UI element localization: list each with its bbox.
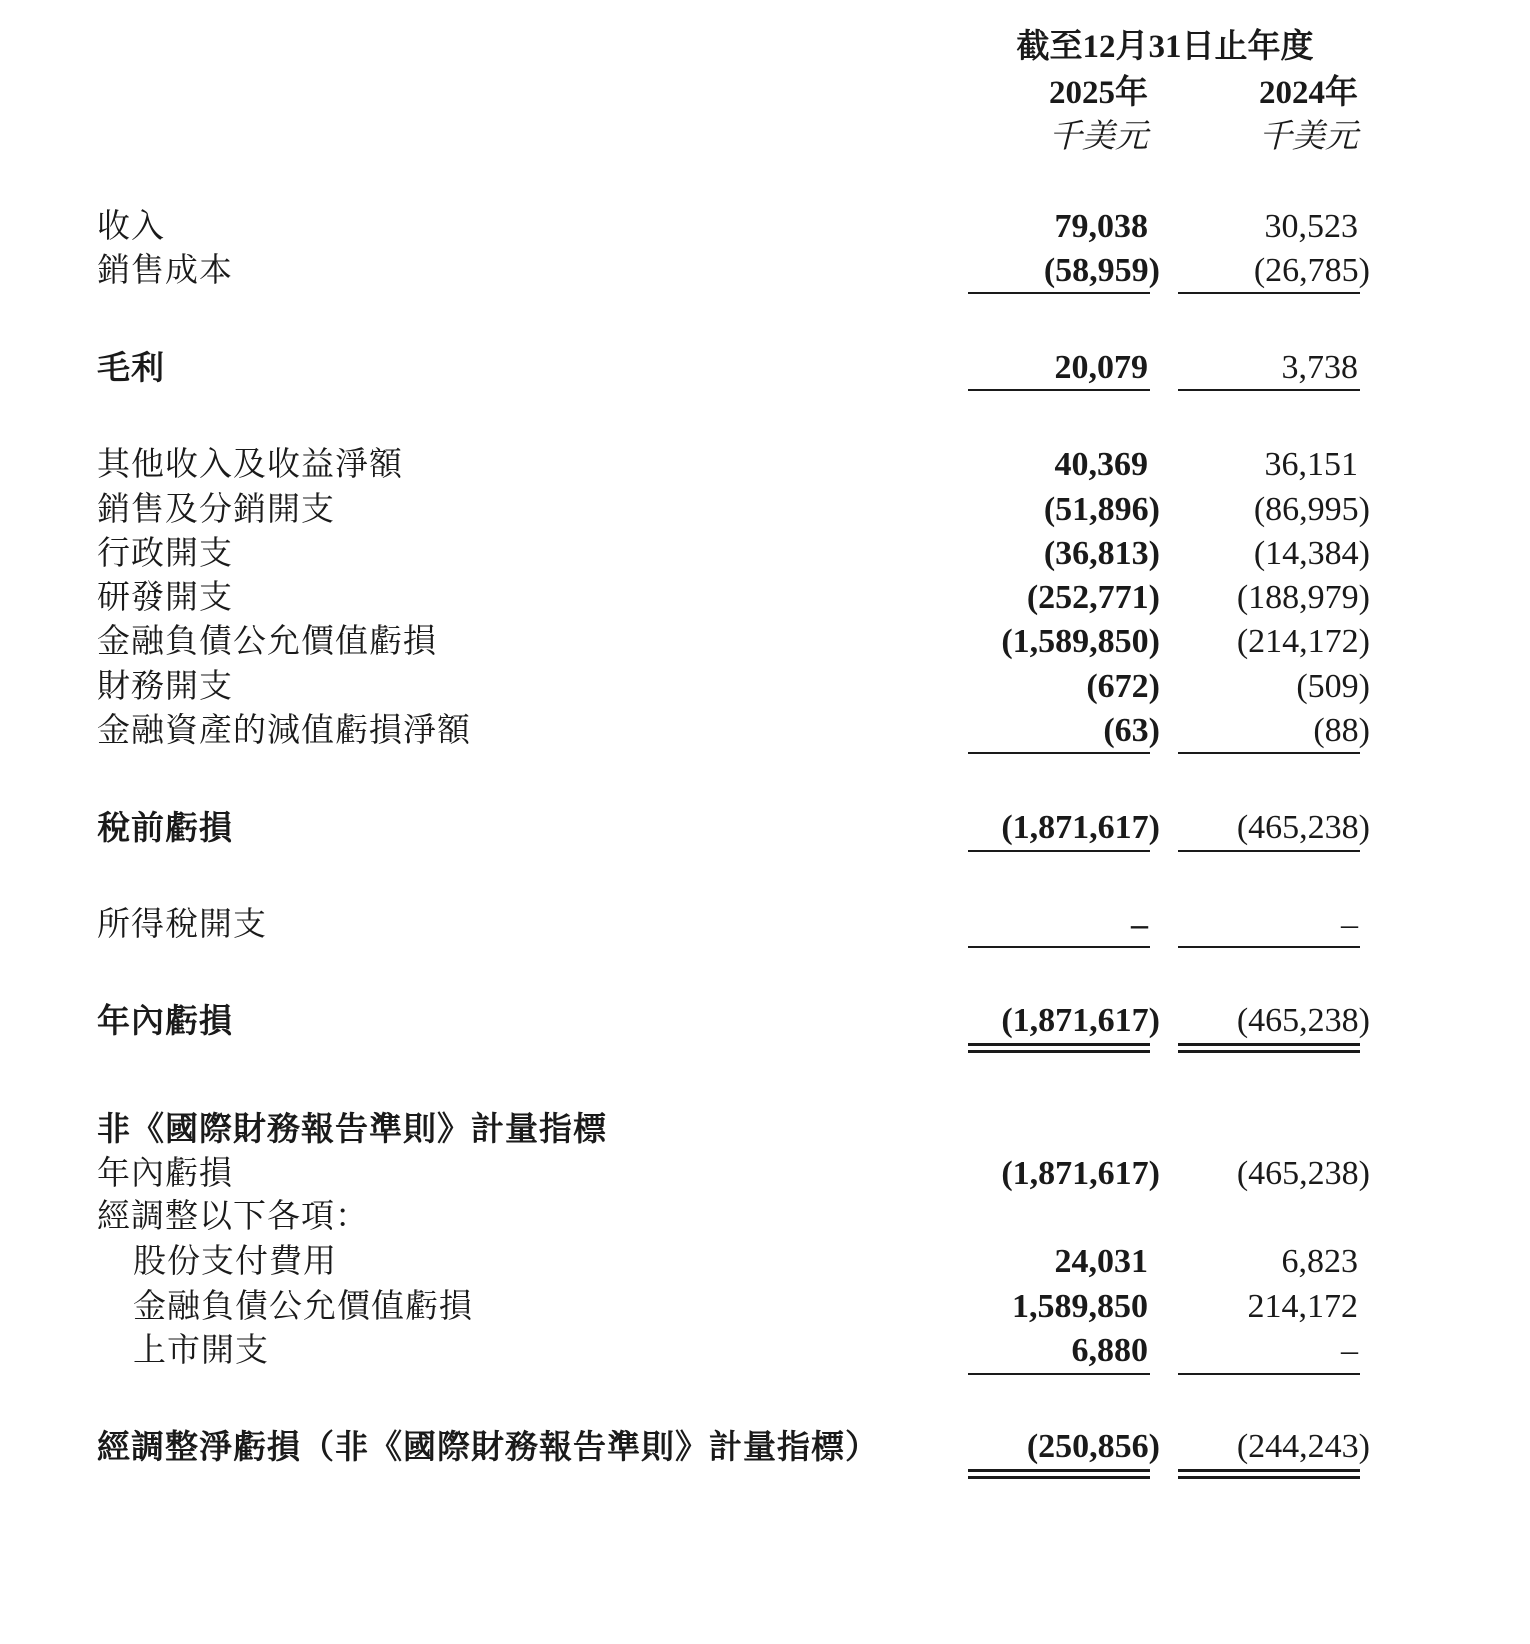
double-underline-bottom (1178, 1476, 1360, 1479)
underline (968, 292, 1150, 294)
double-underline-top (1178, 1043, 1360, 1046)
row-label: 財務開支 (97, 669, 233, 705)
row-adjusted-net-loss (0, 1425, 1530, 1469)
value-2024: (26,785) (1253, 252, 1370, 289)
value-2024: – (1341, 1332, 1358, 1369)
value-2024: (86,995) (1253, 491, 1370, 528)
underline (1178, 850, 1360, 852)
year-2025-header: 2025年 (1049, 75, 1148, 111)
double-underline-top (1178, 1469, 1360, 1472)
row-label: 上市開支 (133, 1333, 269, 1369)
row-rnd-expenses (0, 576, 1530, 620)
value-2024: (465,238) (1236, 1002, 1370, 1039)
row-adjusted-for (0, 1195, 1530, 1239)
row-label: 收入 (97, 209, 165, 245)
value-2025: (250,856) (1026, 1428, 1160, 1465)
row-label: 金融資產的減值虧損淨額 (97, 713, 471, 749)
value-2024: (244,243) (1236, 1428, 1370, 1465)
row-label: 稅前虧損 (97, 808, 233, 847)
row-non-ifrs-heading (0, 1107, 1530, 1151)
unit-2025-header: 千美元 (1049, 119, 1148, 155)
row-label: 金融負債公允價值虧損 (97, 624, 437, 660)
year-2024-header: 2024年 (1259, 75, 1358, 111)
value-2025: 79,038 (1054, 208, 1148, 245)
underline (968, 1373, 1150, 1375)
value-2024: 3,738 (1281, 349, 1358, 386)
period-header: 截至12月31日止年度 (1016, 29, 1314, 65)
row-adj-fair-value-loss (0, 1285, 1530, 1329)
value-2025: (63) (1103, 712, 1160, 749)
underline (968, 946, 1150, 948)
row-listing-expenses (0, 1329, 1530, 1373)
row-label: 金融負債公允價值虧損 (133, 1289, 473, 1325)
value-2025: 40,369 (1054, 446, 1148, 483)
value-2024: 6,823 (1281, 1243, 1358, 1280)
value-2024: (14,384) (1253, 535, 1370, 572)
value-2024: 36,151 (1264, 446, 1358, 483)
value-2024: (88) (1313, 712, 1370, 749)
row-label: 銷售及分銷開支 (97, 492, 335, 528)
underline (1178, 389, 1360, 391)
row-admin-expenses (0, 532, 1530, 576)
double-underline-top (968, 1043, 1150, 1046)
underline (968, 850, 1150, 852)
row-loss-before-tax (0, 806, 1530, 850)
double-underline-bottom (968, 1050, 1150, 1053)
value-2024: (214,172) (1236, 623, 1370, 660)
double-underline-top (968, 1469, 1150, 1472)
value-2024: 214,172 (1247, 1288, 1358, 1325)
row-label: 研發開支 (97, 580, 233, 616)
row-income-tax (0, 903, 1530, 947)
row-loss-for-year (0, 999, 1530, 1043)
value-2025: (51,896) (1043, 491, 1160, 528)
double-underline-bottom (968, 1476, 1150, 1479)
underline (1178, 752, 1360, 754)
row-fair-value-loss (0, 620, 1530, 664)
row-share-based-payment (0, 1240, 1530, 1284)
row-label: 所得稅開支 (97, 907, 267, 943)
value-2025: 6,880 (1071, 1332, 1148, 1369)
value-2025: (1,871,617) (1001, 1002, 1160, 1039)
row-label: 行政開支 (97, 536, 233, 572)
value-2025: (252,771) (1026, 579, 1160, 616)
unit-2024-header: 千美元 (1259, 119, 1358, 155)
row-label: 年內虧損 (97, 1001, 233, 1040)
underline (1178, 1373, 1360, 1375)
row-non-ifrs-loss-for-year (0, 1152, 1530, 1196)
value-2025: (1,589,850) (1001, 623, 1160, 660)
row-gross-profit (0, 346, 1530, 390)
row-label: 其他收入及收益淨額 (97, 447, 403, 483)
row-label: 經調整以下各項： (97, 1199, 369, 1235)
row-label: 毛利 (97, 348, 165, 387)
value-2025: (36,813) (1043, 535, 1160, 572)
value-2025: 24,031 (1054, 1243, 1148, 1280)
row-revenue (0, 205, 1530, 249)
value-2024: (188,979) (1236, 579, 1370, 616)
row-selling-expenses (0, 488, 1530, 532)
row-cost-of-sales (0, 249, 1530, 293)
underline (1178, 946, 1360, 948)
row-label: 股份支付費用 (133, 1244, 337, 1280)
row-label: 年內虧損 (97, 1156, 233, 1192)
value-2024: (465,238) (1236, 1155, 1370, 1192)
value-2025: (1,871,617) (1001, 809, 1160, 846)
value-2025: (672) (1086, 668, 1160, 705)
value-2025: (1,871,617) (1001, 1155, 1160, 1192)
value-2024: 30,523 (1264, 208, 1358, 245)
value-2025: – (1131, 906, 1148, 943)
value-2024: (509) (1296, 668, 1370, 705)
row-other-income (0, 443, 1530, 487)
row-impairment-loss (0, 709, 1530, 753)
row-label: 銷售成本 (97, 253, 233, 289)
value-2024: – (1341, 906, 1358, 943)
underline (968, 389, 1150, 391)
row-label: 經調整淨虧損（非《國際財務報告準則》計量指標） (97, 1427, 879, 1466)
row-finance-costs (0, 665, 1530, 709)
underline (968, 752, 1150, 754)
value-2025: 20,079 (1054, 349, 1148, 386)
value-2024: (465,238) (1236, 809, 1370, 846)
value-2025: 1,589,850 (1012, 1288, 1148, 1325)
value-2025: (58,959) (1043, 252, 1160, 289)
section-heading: 非《國際財務報告準則》計量指標 (97, 1109, 607, 1148)
underline (1178, 292, 1360, 294)
double-underline-bottom (1178, 1050, 1360, 1053)
